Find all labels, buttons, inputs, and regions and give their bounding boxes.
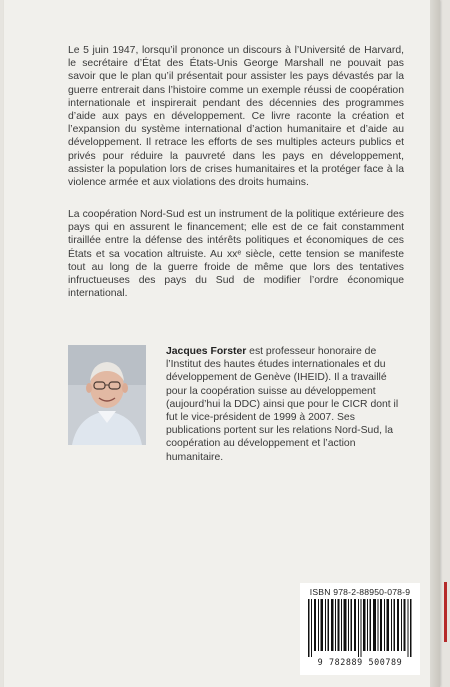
author-name: Jacques Forster [166,346,247,357]
author-bio [166,345,404,464]
description-paragraph-1 [68,44,404,189]
author-bio-text: est professeur honoraire de l’Institut des hautes études internationales et du développement de Genève (IHEID). Il a travaillé pour la coopération suisse au développement (aujourd’hui la DDC) ainsi que pour le CICR dont il fut le vice-président de 1999 à 2007. Ses publications portent sur les relations Nord-Sud, la coopération au développement et l’action humanitaire. [166,346,399,463]
back-cover [4,0,440,687]
red-page-edge [444,582,447,642]
paragraph-text: Le 5 juin 1947, lorsqu’il prononce un discours à l’Université de Harvard, le secrétaire d’État des États-Unis George Marshall ne pouvait pas savoir que le plan qu’il présentait pour assister les pays dévastés par la guerre entrerait dans l’histoire comme un exemple réussi de coopération internationale et inspirerait pendant des décennies des programmes d’aide aux pays en développement. Ce livre raconte la création et l’expansion du système international d’action humanitaire et d’aide au développement. Il retrace les efforts de ses multiples acteurs publics et privés pour réduire la pauvreté dans les pays en développement, assister la population lors de crises humanitaires et la protéger face à la violence armée et aux violations des droits humains. [68,45,404,189]
barcode-number: 9 782889 500789 [317,657,403,667]
description-paragraph-2 [68,208,404,300]
barcode-icon [308,599,412,657]
author-portrait-image [68,345,146,445]
isbn-label: ISBN 978-2-88950-078-9 [309,587,411,597]
barcode-area [300,583,420,675]
paragraph-text: La coopération Nord-Sud est un instrument de la politique extérieure des pays qui en assurent le financement; elle est de ce fait constamment tiraillée entre la défense des intérêts politiques et économiques de ces États et sa vocation altruiste. Au xxᵉ siècle, cette tension se manifeste tout au long de la guerre froide de même que lors des tentatives infructueuses des pays du Sud de modifier l’ordre économique international. [68,209,404,300]
spine-shadow [430,0,440,687]
author-photo [68,345,146,445]
